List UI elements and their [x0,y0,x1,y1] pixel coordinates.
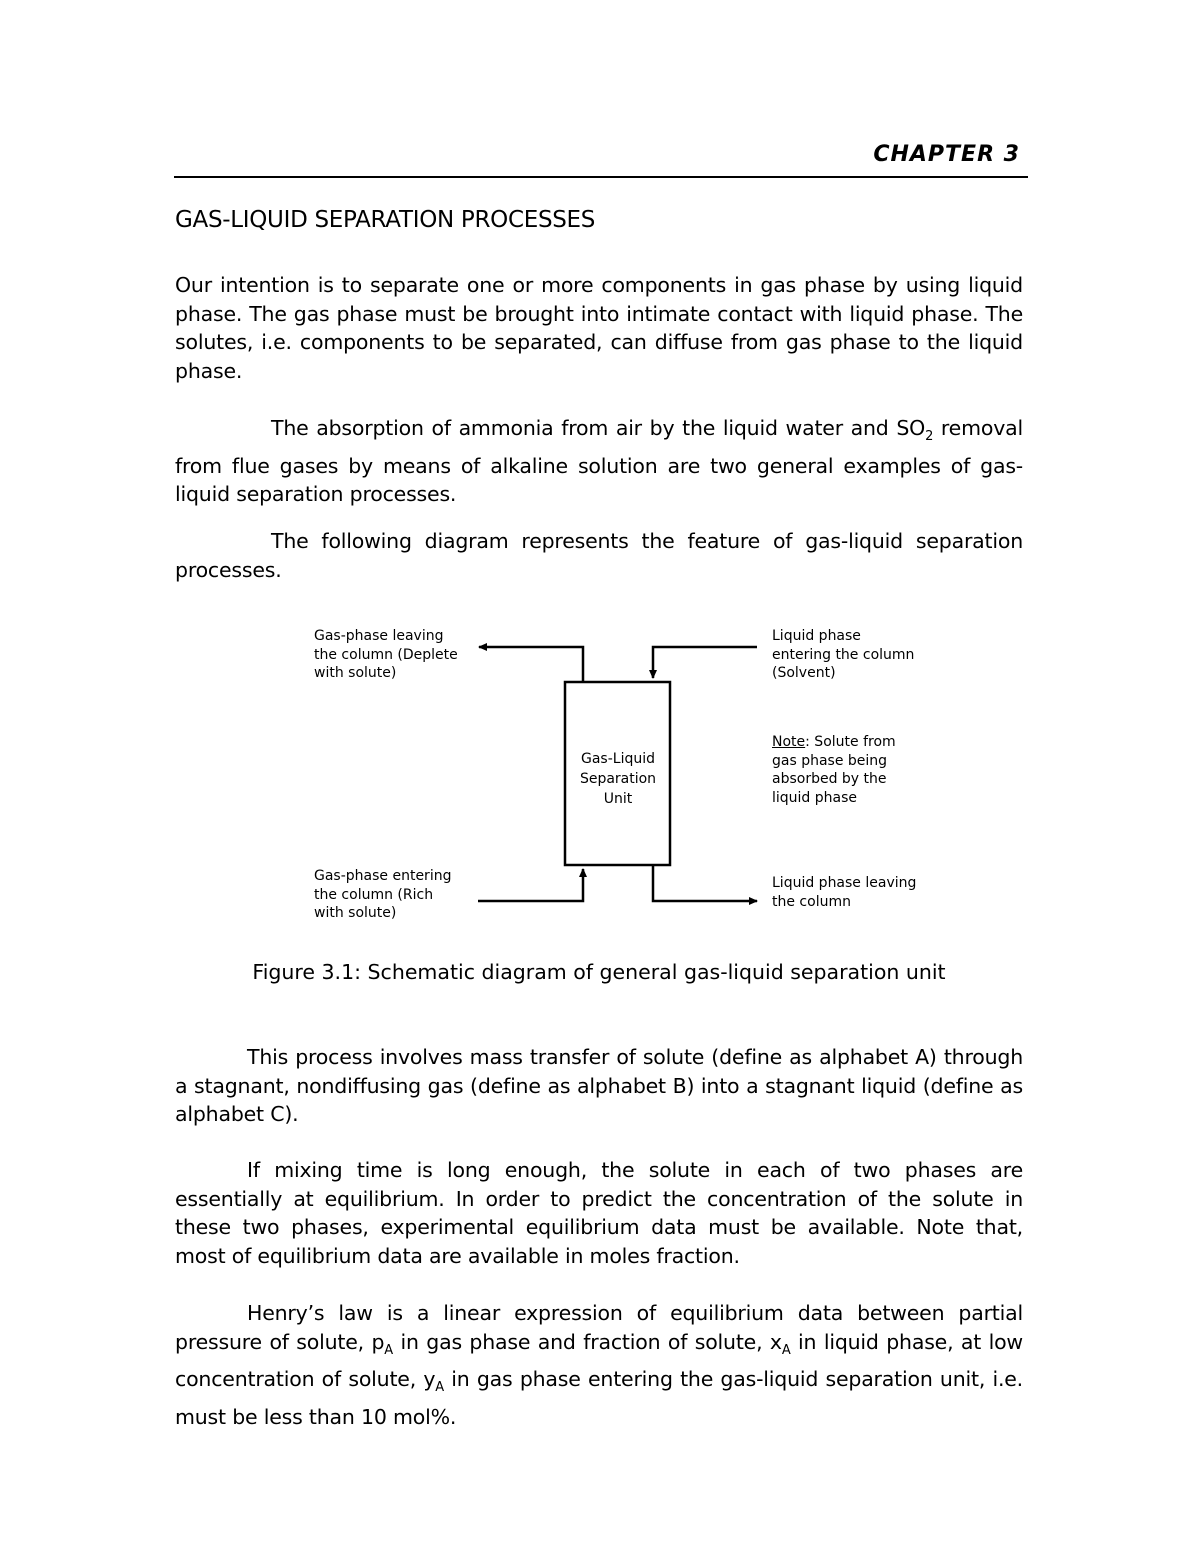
label-line: liquid phase [772,789,858,806]
label-line: Gas-phase entering [314,868,452,884]
paragraph-henrys-law [175,1299,1023,1431]
label-line: with solute) [314,905,397,921]
unit-label-line: Separation [579,771,657,787]
unit-label-line: Gas-Liquid [581,751,655,767]
label-line: with solute) [314,665,397,681]
paragraph-diagram-intro: The following diagram represents the feature of gas-liquid separation processes. [175,529,1023,582]
henry-text-c: in liquid phase, at low concentration of solute, y [175,1329,1023,1392]
subscript-a: A [781,1342,791,1358]
subscript-2: 2 [925,429,934,445]
label-line: the column [772,893,851,910]
liquid-leaving-arrow [653,865,757,901]
subscript-a: A [384,1342,393,1358]
note-label [772,733,896,807]
label-line: Gas-phase leaving [314,628,444,644]
header-rule [174,176,1028,178]
figure-caption: Figure 3.1: Schematic diagram of general gas-liquid separation unit [252,960,946,984]
label-line: the column (Rich [314,886,434,903]
subscript-a: A [435,1380,444,1396]
paragraph-examples [175,414,1023,509]
label-line: the column (Deplete [314,646,458,663]
label-line: Liquid phase leaving [772,875,917,891]
liquid-entering-label [772,627,914,683]
paragraph-examples-text-1: The absorption of ammonia from air by the liquid water and SO [271,416,926,440]
henry-text-a: Henry’s law is a linear expression of equilibrium data between partial pressure of solute, p [175,1301,1023,1354]
label-line: absorbed by the [772,771,887,787]
henry-text-d: in gas phase entering the gas-liquid separation unit, i.e. must be less than 10 mol%. [175,1367,1024,1429]
note-rest: : Solute from [805,734,896,750]
chapter-label: CHAPTER 3 [873,142,1020,167]
paragraph-examples-text-2: removal from flue gases by means of alkaline solution are two general examples of gas-liquid separation processes. [175,416,1023,507]
note-word: Note [772,734,806,750]
section-title: GAS-LIQUID SEPARATION PROCESSES [175,207,596,233]
paragraph-mass-transfer: This process involves mass transfer of solute (define as alphabet A) through a stagnant, nondiffusing gas (define as alphabet B) into a stagnant liquid (define as alphabet C). [175,1045,1023,1126]
paragraph-intro: Our intention is to separate one or more components in gas phase by using liquid phase. The gas phase must be brought into intimate contact with liquid phase. The solutes, i.e. components to be separated, can diffuse from gas phase to the liquid phase. [175,273,1023,383]
gas-entering-arrow [478,869,583,901]
label-line: entering the column [772,646,915,663]
separation-unit-box [565,682,670,865]
label-line: gas phase being [772,752,888,769]
separation-unit-label [566,749,670,809]
gas-entering-label [314,867,451,923]
unit-label-line: Unit [603,791,633,807]
liquid-leaving-label [772,874,916,911]
gas-leaving-arrow [479,647,583,682]
henry-text-b: in gas phase and fraction of solute, x [392,1329,782,1354]
paragraph-equilibrium: If mixing time is long enough, the solute in each of two phases are essentially at equilibrium. In order to predict the concentration of the solute in these two phases, experimental equilibrium data must be available. Note that, most of equilibrium data are available in moles fraction. [175,1158,1023,1268]
label-line: (Solvent) [772,665,836,681]
gas-leaving-label [314,627,458,683]
label-line: Liquid phase [772,628,861,644]
liquid-entering-arrow [653,647,757,678]
